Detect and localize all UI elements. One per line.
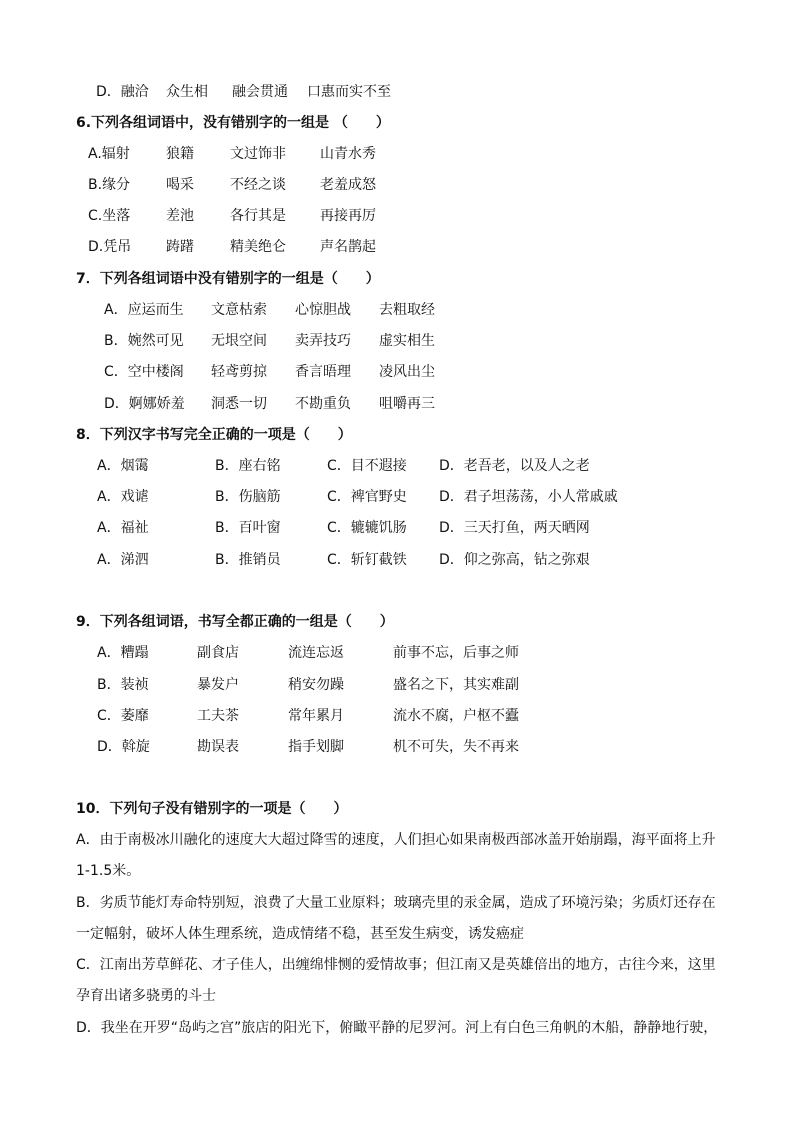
q9-a-4: 前事不忘，后事之师 (393, 645, 519, 661)
q8-r3-b: B．百叶窗 (215, 520, 281, 536)
q8-r2-a: A．戏谑 (97, 489, 149, 505)
q6-b-3: 不经之谈 (230, 177, 286, 193)
q7-a-1: A．应运而生 (104, 302, 184, 318)
q8-r1-d: D．老吾老，以及人之老 (439, 458, 590, 474)
q8-r3-a: A．福祉 (97, 520, 149, 536)
q6-b-2: 喝采 (166, 177, 194, 193)
q5-d-label: D．融洽 (96, 84, 149, 100)
q7-a-2: 文意枯索 (211, 302, 267, 318)
q8-r1-c: C．目不遐接 (327, 458, 407, 474)
q9-title: 9．下列各组词语，书写全都正确的一组是（ ） (76, 614, 394, 630)
q10-option-b-line-2: 一定幅射，破坏人体生理系统，造成情绪不稳，甚至发生病变，诱发癌症 (76, 926, 524, 942)
q6-d-4: 声名鹊起 (320, 239, 376, 255)
q6-a-2: 狼籍 (166, 146, 194, 162)
q6-b-1: B.缘分 (88, 177, 131, 193)
q8-r2-b: B．伤脑筋 (215, 489, 281, 505)
q6-c-3: 各行其是 (230, 208, 286, 224)
q10-option-a-line-2: 1-1.5米。 (76, 863, 141, 879)
q9-b-3: 稍安勿躁 (288, 677, 344, 693)
q8-r1-b: B．座右铭 (215, 458, 281, 474)
q7-d-2: 洞悉一切 (211, 396, 267, 412)
q9-c-1: C．萎靡 (97, 708, 149, 724)
q8-r4-d: D．仰之弥高，钻之弥艰 (439, 552, 590, 568)
q6-a-1: A.辐射 (88, 146, 130, 162)
q9-a-2: 副食店 (197, 645, 239, 661)
q9-b-2: 暴发户 (197, 677, 239, 693)
q9-d-1: D．斡旋 (97, 739, 150, 755)
q8-title: 8．下列汉字书写完全正确的一项是（ ） (76, 427, 352, 443)
q8-r3-d: D．三天打鱼，两天晒网 (439, 520, 590, 536)
q7-b-4: 虚实相生 (379, 333, 435, 349)
q6-c-4: 再接再厉 (320, 208, 376, 224)
q9-b-4: 盛名之下，其实难副 (393, 677, 519, 693)
q9-c-3: 常年累月 (288, 708, 344, 724)
q8-r4-c: C．斩钉截铁 (327, 552, 407, 568)
q9-b-1: B．装祯 (97, 677, 149, 693)
q10-option-a-line-1: A．由于南极冰川融化的速度大大超过降雪的速度，人们担心如果南极西部冰盖开始崩蹋，海平面将上升 (76, 832, 716, 848)
q8-r2-d: D．君子坦荡荡，小人常戚戚 (439, 489, 618, 505)
q6-b-4: 老羞成怒 (320, 177, 376, 193)
q10-title: 10．下列句子没有错别字的一项是（ ） (76, 801, 348, 817)
q10-option-d-line-1: D．我坐在开罗“岛屿之宫”旅店的阳光下，俯瞰平静的尼罗河。河上有白色三角帆的木船，静静地行驶， (76, 1020, 718, 1036)
q8-r3-c: C．辘辘饥肠 (327, 520, 407, 536)
q6-a-3: 文过饰非 (230, 146, 286, 162)
q7-d-1: D．婀娜娇羞 (104, 396, 185, 412)
q9-d-3: 指手划脚 (288, 739, 344, 755)
q6-title: 6.下列各组词语中，没有错别字的一组是 （ ） (76, 115, 390, 131)
q9-a-1: A．糟蹋 (97, 645, 149, 661)
q7-c-2: 轻鸢剪掠 (211, 364, 267, 380)
q6-d-1: D.凭吊 (88, 239, 132, 255)
q7-b-1: B．婉然可见 (104, 333, 184, 349)
q8-r2-c: C．裨官野史 (327, 489, 407, 505)
q5-d-word-4: 口惠而实不至 (307, 84, 391, 100)
q6-a-4: 山青水秀 (320, 146, 376, 162)
q8-r1-a: A．烟霭 (97, 458, 149, 474)
q9-c-4: 流水不腐，户枢不蠹 (393, 708, 519, 724)
q5-d-word-3: 融会贯通 (232, 84, 288, 100)
q6-c-1: C.坐落 (88, 208, 131, 224)
q7-a-3: 心惊胆战 (295, 302, 351, 318)
q9-d-2: 勘误表 (197, 739, 239, 755)
q10-option-c-line-2: 孕育出诸多骁勇的斗士 (76, 988, 216, 1004)
q9-c-2: 工夫茶 (197, 708, 239, 724)
q7-d-4: 咀嚼再三 (379, 396, 435, 412)
q6-c-2: 差池 (166, 208, 194, 224)
q7-c-3: 香言晤理 (295, 364, 351, 380)
q7-d-3: 不勘重负 (295, 396, 351, 412)
q7-b-3: 卖弄技巧 (295, 333, 351, 349)
q6-d-3: 精美绝仑 (230, 239, 286, 255)
q5-d-word-2: 众生相 (166, 84, 208, 100)
q7-c-1: C．空中楼阁 (104, 364, 184, 380)
q9-d-4: 机不可失，失不再来 (393, 739, 519, 755)
q7-b-2: 无垠空间 (211, 333, 267, 349)
q7-c-4: 凌风出尘 (379, 364, 435, 380)
q10-option-b-line-1: B．劣质节能灯寿命特别短，浪费了大量工业原料；玻璃壳里的汞金属，造成了环境污染；劣质灯还存在 (76, 895, 716, 911)
q8-r4-a: A．涕泗 (97, 552, 149, 568)
q7-a-4: 去粗取经 (379, 302, 435, 318)
q8-r4-b: B．推销员 (215, 552, 281, 568)
q9-a-3: 流连忘返 (288, 645, 344, 661)
q6-d-2: 踌躇 (166, 239, 194, 255)
q7-title: 7．下列各组词语中没有错别字的一组是（ ） (76, 271, 380, 287)
q10-option-c-line-1: C．江南出芳草鲜花、才子佳人，出缠绵悱恻的爱情故事；但江南又是英雄倍出的地方，古往今来，这里 (76, 957, 716, 973)
